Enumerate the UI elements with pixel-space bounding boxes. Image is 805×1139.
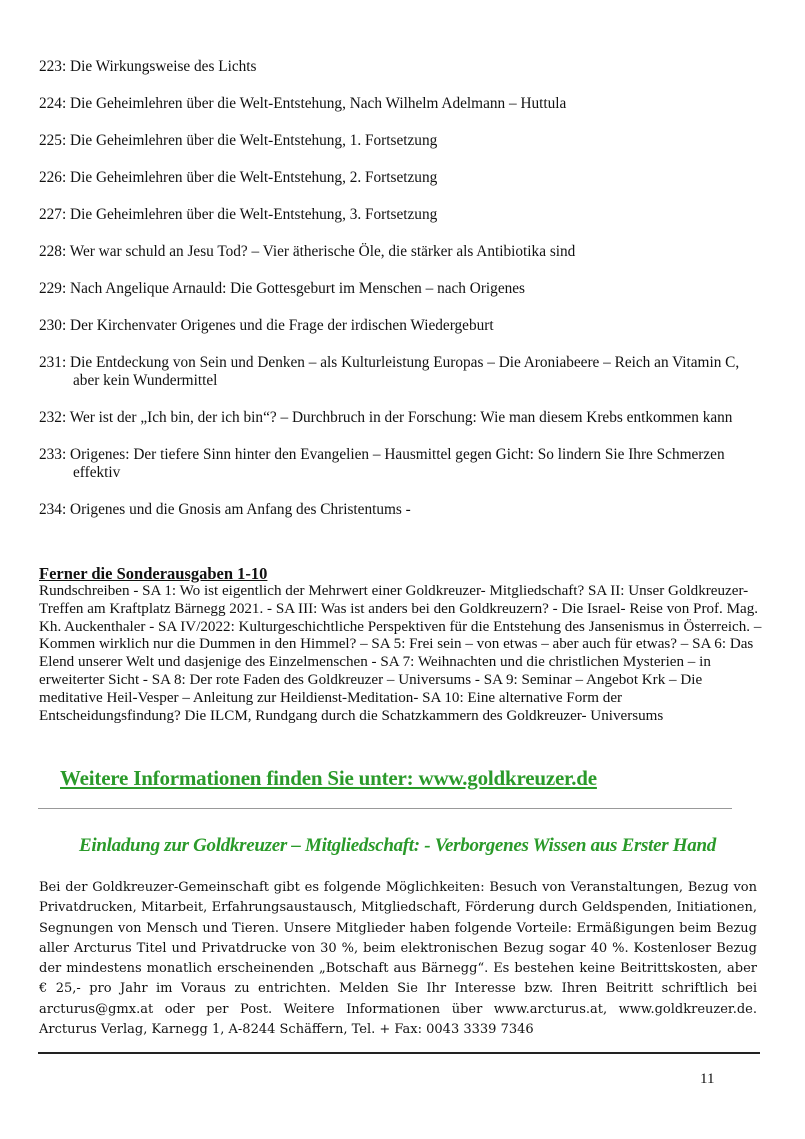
issue-entry [39,446,769,482]
issue-title: Der Kirchenvater Origenes und die Frage der irdischen Wiedergeburt [70,317,494,334]
issue-entry [39,58,769,76]
issue-title: Die Geheimlehren über die Welt-Entstehung, Nach Wilhelm Adelmann – Huttula [70,95,567,112]
issue-entry [39,243,769,261]
page-number: 11 [700,1071,715,1087]
issue-title: Wer ist der „Ich bin, der ich bin“? – Durchbruch in der Forschung: Wie man diesem Krebs entkommen kann [69,409,733,426]
issue-number: 232: [39,409,67,426]
issue-title: Origenes und die Gnosis am Anfang des Christentums - [70,501,411,518]
issue-number: 226: [39,169,67,186]
issue-number: 231: [39,354,67,371]
issue-entry [39,132,769,150]
issue-number: 227: [39,206,67,223]
issue-title: Die Entdeckung von Sein und Denken – als Kulturleistung Europas – Die Aroniabeere – Reich an Vitamin C, aber kein Wundermittel [70,354,740,389]
issue-number: 223: [39,58,67,75]
issue-title: Die Geheimlehren über die Welt-Entstehung, 2. Fortsetzung [70,169,438,186]
issue-entry [39,354,769,390]
invitation-body: Bei der Goldkreuzer-Gemeinschaft gibt es folgende Möglichkeiten: Besuch von Veranstaltungen, Bezug von Privatdrucken, Mitarbeit, Erfahrungsaustausch, Mitgliedschaft, Förderung durch Geldspenden, Initiationen, Segnungen von Mensch und Tieren. Unsere Mitglieder haben folgende Vorteile: Ermäßigungen beim Bezug aller Arcturus Titel und Privatdrucke von 30 %, beim elektronischen Bezug sogar 40 %. Kostenloser Bezug der mindestens monatlich erscheinenden „Botschaft aus Bärnegg“. Es bestehen keine Beitrittskosten, aber € 25,- pro Jahr im Voraus zu entrichten. Melden Sie Ihr Interesse bzw. Ihren Beitritt schriftlich bei arcturus@gmx.at oder per Post. Weitere Informationen über www.arcturus.at, www.goldkreuzer.de. Arcturus Verlag, Karnegg 1, A-8244 Schäffern, Tel. + Fax: 0043 3339 7346 [39,880,757,1038]
issue-number: 229: [39,280,67,297]
issue-entry [39,206,769,224]
issue-entry [39,501,769,519]
issue-title: Die Wirkungsweise des Lichts [70,58,257,75]
issue-entry [39,169,769,187]
special-issues-heading: Ferner die Sonderausgaben 1-10 [39,564,268,583]
issue-title: Wer war schuld an Jesu Tod? – Vier ätherische Öle, die stärker als Antibiotika sind [69,243,576,260]
issue-list [39,58,769,538]
issue-entry [39,280,769,298]
issue-number: 225: [39,132,67,149]
divider [38,808,732,809]
issue-title: Die Geheimlehren über die Welt-Entstehung, 1. Fortsetzung [70,132,438,149]
website-link[interactable]: Weitere Informationen finden Sie unter: www.goldkreuzer.de [60,766,597,790]
issue-number: 230: [39,317,67,334]
issue-entry [39,317,769,335]
special-issues-text: Rundschreiben - SA 1: Wo ist eigentlich der Mehrwert einer Goldkreuzer- Mitgliedschaft? SA II: Unser Goldkreuzer- Treffen am Kraftplatz Bärnegg 2021. - SA III: Was ist anders bei den Goldkreuzern? - Die Israel- Reise von Prof. Mag. Kh. Auckenthaler - SA IV/2022: Kulturgeschichtliche Perspektiven für die Entstehung des Jansenismus in Österreich. – Kommen wirklich nur die Dummen in den Himmel? – SA 5: Frei sein – von etwas – aber auch für etwas? – SA 6: Das Elend unserer Welt und dasjenige des Einzelmenschen - SA 7: Weihnachten und die christlichen Mysterien – in erweiterter Sicht - SA 8: Der rote Faden des Goldkreuzer – Universums - SA 9: Seminar – Angebot Krk – Die meditative Heil-Vesper – Anleitung zur Heildienst-Meditation- SA 10: Eine alternative Form der Entscheidungsfindung? Die ILCM, Rundgang durch die Schatzkammern des Goldkreuzer- Universums [39,583,762,724]
issue-title: Nach Angelique Arnauld: Die Gottesgeburt im Menschen – nach Origenes [70,280,525,297]
issue-number: 228: [39,243,67,260]
footer-divider [38,1052,760,1054]
invitation-title-text: Einladung zur Goldkreuzer – Mitgliedschaft: - Verborgenes Wissen aus Erster Hand [79,835,716,856]
issue-title: Die Geheimlehren über die Welt-Entstehung, 3. Fortsetzung [70,206,438,223]
issue-title: Origenes: Der tiefere Sinn hinter den Evangelien – Hausmittel gegen Gicht: So lindern Sie Ihre Schmerzen effektiv [70,446,725,481]
issue-number: 224: [39,95,67,112]
issue-number: 233: [39,446,67,463]
issue-number: 234: [39,501,67,518]
issue-entry [39,409,769,427]
special-issues-section [39,565,764,725]
invitation-title [0,835,805,857]
issue-entry [39,95,769,113]
